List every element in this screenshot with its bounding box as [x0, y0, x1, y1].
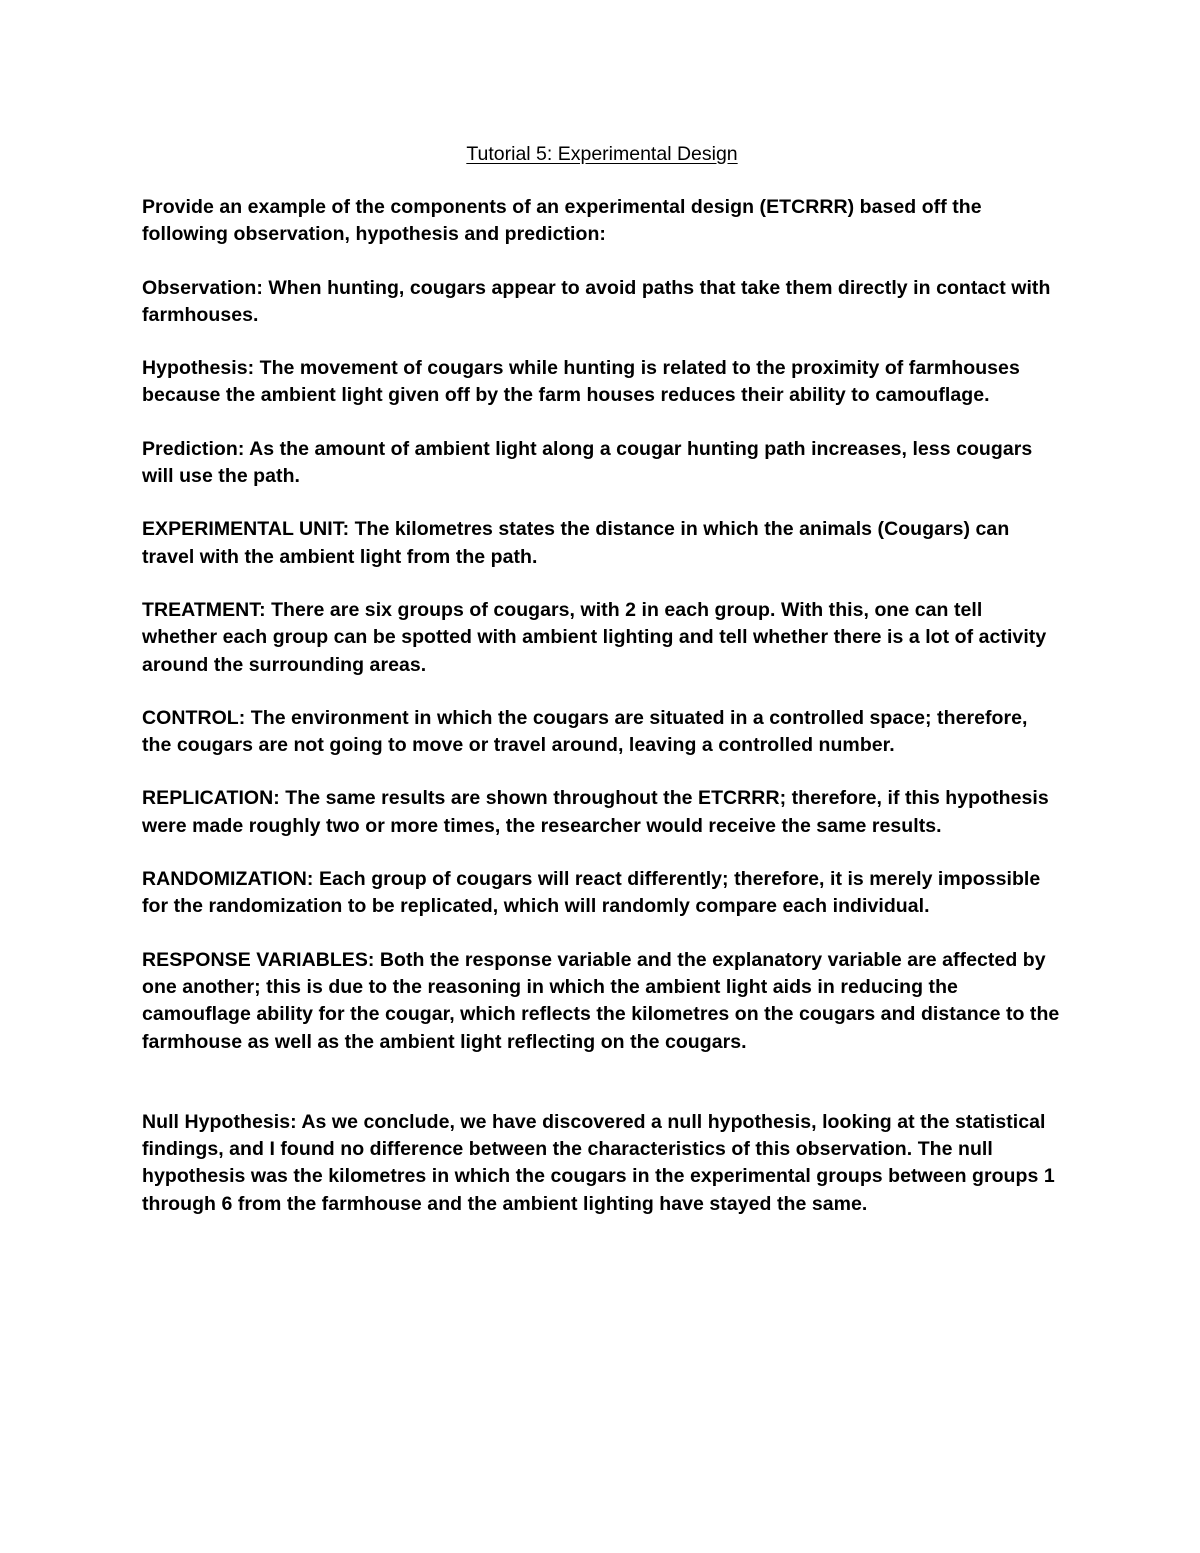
- document-title: [142, 140, 1062, 168]
- paragraph-randomization: RANDOMIZATION: Each group of cougars will react differently; therefore, it is merely impossible for the randomization to be replicated, which will randomly compare each individual.: [142, 868, 1041, 918]
- paragraph-replication: REPLICATION: The same results are shown throughout the ETCRRR; therefore, if this hypothesis were made roughly two or more times, the researcher would receive the same results.: [142, 787, 1049, 837]
- paragraph-null-hypothesis: Null Hypothesis: As we conclude, we have discovered a null hypothesis, looking at the statistical findings, and I found no difference between the characteristics of this observation. The null hypothesis was the kilometres in which the cougars in the experimental groups between groups 1 through 6 from the farmhouse and the ambient lighting have stayed the same.: [142, 1110, 1055, 1215]
- paragraph-experimental-unit: EXPERIMENTAL UNIT: The kilometres states the distance in which the animals (Cougars) can travel with the ambient light from the path.: [142, 518, 1010, 568]
- paragraph-prediction: Prediction: As the amount of ambient light along a cougar hunting path increases, less cougars will use the path.: [142, 437, 1033, 488]
- paragraph-treatment: TREATMENT: There are six groups of cougars, with 2 in each group. With this, one can tell whether each group can be spotted with ambient lighting and tell whether there is a lot of activity around the surrounding areas.: [142, 598, 1047, 676]
- document-body: [142, 140, 1062, 1244]
- paragraph-control: CONTROL: The environment in which the cougars are situated in a controlled space; therefore, the cougars are not going to move or travel around, leaving a controlled number.: [142, 706, 1028, 757]
- paragraph-hypothesis: Hypothesis: The movement of cougars while hunting is related to the proximity of farmhouses because the ambient light given off by the farm houses reduces their ability to camouflage.: [142, 357, 1020, 407]
- paragraph-response-variables: RESPONSE VARIABLES: Both the response variable and the explanatory variable are affected by one another; this is due to the reasoning in which the ambient light aids in reducing the camouflage ability for the cougar, which reflects the kilometres on the cougars and distance to the farmhouse as well as the ambient light reflecting on the cougars.: [142, 948, 1060, 1053]
- paragraph-instructions: Provide an example of the components of an experimental design (ETCRRR) based off the following observation, hypothesis and prediction:: [142, 196, 982, 246]
- paragraph-observation: Observation: When hunting, cougars appear to avoid paths that take them directly in contact with farmhouses.: [142, 276, 1051, 326]
- document-title-text: Tutorial 5: Experimental Design: [466, 143, 738, 165]
